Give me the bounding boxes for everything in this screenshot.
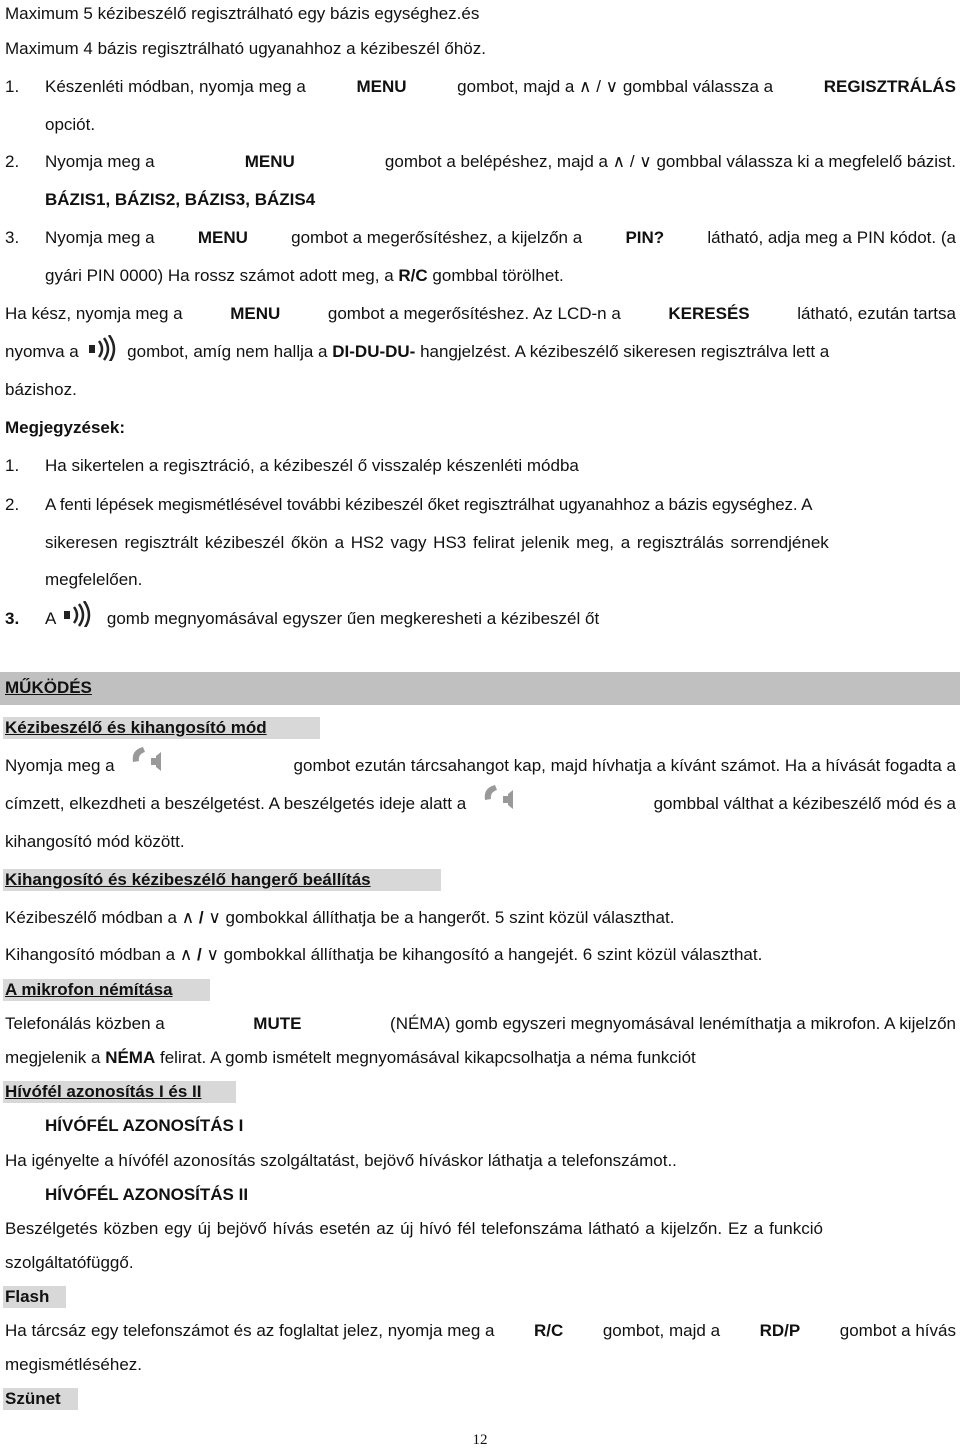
text: Kézibeszélő módban a ∧ (5, 908, 195, 927)
text: nyomva a (5, 342, 79, 361)
text-line: bázishoz. (5, 380, 77, 399)
mute-text: NÉMA (105, 1048, 156, 1067)
text-line: Maximum 4 bázis regisztrálható ugyanahhoz a kézibeszél őhöz. (5, 39, 486, 58)
paging-icon (87, 335, 121, 361)
step-1 (45, 76, 956, 98)
handset-speaker-icon (129, 744, 165, 774)
text: gombot, majd a (602, 1321, 721, 1340)
text: gombot a belépéshez, majd a ∧ / ∨ gombbal válassza ki a megfelelő bázist. (384, 152, 956, 171)
note-2-cont: megfelelően. (45, 570, 143, 589)
rc-key: R/C (398, 266, 428, 285)
mute-key: MUTE (253, 1014, 302, 1033)
note-number: 3. (5, 609, 20, 628)
subsection-title: A mikrofon némítása (5, 980, 173, 999)
text: Ha kész, nyomja meg a (5, 304, 183, 323)
note-3 (45, 608, 599, 630)
text: gombot a megerősítéshez. Az LCD-n a (327, 304, 621, 323)
text: / (197, 945, 202, 964)
rc-key: R/C (534, 1321, 564, 1340)
text-line: Maximum 5 kézibeszélő regisztrálható egy bázis egységhez.és (5, 4, 480, 23)
menu-key: MENU (244, 152, 295, 171)
menu-key: MENU (356, 77, 407, 96)
subsection-title: Kihangosító és kézibeszélő hangerő beállítás (5, 870, 371, 889)
text: gyári PIN 0000) Ha rossz számot adott meg, a (45, 266, 394, 285)
step-number: 1. (5, 77, 20, 96)
step-3 (45, 227, 956, 249)
menu-key: MENU (230, 304, 281, 323)
subsection-tag (3, 1388, 78, 1410)
text: Nyomja meg a (45, 228, 155, 247)
note-2: A fenti lépések megismétlésével további kézibeszél őket regisztrálhat ugyanahhoz a bázis egységhez. A (45, 495, 813, 514)
text: / (198, 908, 204, 927)
text: ∨ gombokkal állíthatja be a hangerőt. 5 szint közül választhat. (208, 908, 675, 927)
text-line (5, 944, 762, 966)
text: Kihangosító módban a ∧ (5, 945, 193, 964)
text: A (45, 609, 56, 628)
text: látható, adja meg a PIN kódot. (a (707, 228, 956, 247)
text-line (5, 1320, 956, 1342)
handset-speaker-icon (481, 782, 517, 812)
section-title: MŰKÖDÉS (5, 678, 92, 697)
notes-title: Megjegyzések: (5, 418, 125, 437)
text: gombot a hívás (839, 1321, 956, 1340)
text-line (5, 341, 829, 363)
step-number: 2. (5, 152, 20, 171)
text-line (5, 755, 956, 777)
section-header (0, 672, 960, 705)
text: gombot a megerősítéshez, a kijelzőn a (291, 228, 583, 247)
text-line: Ha igényelte a hívófél azonosítás szolgáltatást, bejövő híváskor láthatja a telefonszámot.. (5, 1151, 677, 1170)
page-number: 12 (472, 1432, 488, 1448)
registration-option: REGISZTRÁLÁS (823, 77, 956, 96)
text: felirat. A gomb ismételt megnyomásával kikapcsolhatja a néma funkciót (159, 1048, 696, 1067)
subsection-title: Szünet (5, 1389, 61, 1408)
text: megjelenik a (5, 1048, 101, 1067)
text: Nyomja meg a (5, 756, 115, 775)
text (5, 755, 165, 777)
menu-key: MENU (197, 228, 248, 247)
note-number: 1. (5, 456, 20, 475)
text: gombbal válthat a kézibeszélő mód és a (653, 794, 956, 813)
subsection-tag (3, 869, 441, 891)
text: gomb megnyomásával egyszer űen megkeresheti a kézibeszél őt (106, 609, 600, 628)
text: (NÉMA) gomb egyszeri megnyomásával lenémíthatja a mikrofon. A kijelzőn (390, 1014, 956, 1033)
text-line: kihangosító mód között. (5, 832, 185, 851)
text: hangjelzést. A kézibeszélő sikeresen regisztrálva lett a (420, 342, 830, 361)
text: gombot, majd a ∧ / ∨ gombbal válassza a (457, 77, 774, 96)
text: gombot ezután tárcsahangot kap, majd hívhatja a kívánt számot. Ha a hívását fogadta a (293, 756, 956, 775)
text (5, 793, 517, 815)
text-line: opciót. (45, 115, 96, 134)
text-line (5, 1047, 696, 1069)
rdp-key: RD/P (759, 1321, 801, 1340)
note-1: Ha sikertelen a regisztráció, a kézibeszél ő visszalép készenléti módba (45, 456, 579, 475)
text: gombot, amíg nem hallja a (127, 342, 328, 361)
search-text: KERESÉS (668, 304, 750, 323)
subsection-tag (3, 979, 210, 1001)
text: Készenléti módban, nyomja meg a (45, 77, 306, 96)
text: Ha tárcsáz egy telefonszámot és az foglaltat jelez, nyomja meg a (5, 1321, 495, 1340)
subsection-tag (3, 1081, 236, 1103)
tone-text: DI-DU-DU- (332, 342, 416, 361)
text: ∨ gombokkal állíthatja be kihangosító a hangejét. 6 szint közül választhat. (206, 945, 763, 964)
caller-id-heading: HÍVÓFÉL AZONOSÍTÁS II (45, 1185, 249, 1204)
base-list: BÁZIS1, BÁZIS2, BÁZIS3, BÁZIS4 (45, 190, 316, 209)
text: Nyomja meg a (45, 152, 155, 171)
text-line: szolgáltatófüggő. (5, 1253, 134, 1272)
subsection-tag (3, 717, 320, 739)
text-line (5, 793, 956, 815)
text: látható, ezután tartsa (797, 304, 956, 323)
note-2-cont: sikeresen regisztrált kézibeszél őkön a HS2 vagy HS3 felirat jelenik meg, a regisztrálás sorrendjének (45, 533, 829, 552)
text: Telefonálás közben a (5, 1014, 165, 1033)
text-line (5, 303, 956, 325)
text-line: Beszélgetés közben egy új bejövő hívás esetén az új hívó fél telefonszáma látható a kijelzőn. Ez a funkció (5, 1219, 823, 1238)
note-number: 2. (5, 495, 20, 514)
text-line: megismétléséhez. (5, 1355, 143, 1374)
text-line (5, 907, 674, 929)
pin-prompt: PIN? (625, 228, 665, 247)
paging-icon (62, 601, 96, 627)
subsection-title: Kézibeszélő és kihangosító mód (5, 718, 267, 737)
step-number: 3. (5, 228, 20, 247)
subsection-title: Flash (5, 1287, 50, 1306)
subsection-tag (3, 1286, 66, 1308)
subsection-title: Hívófél azonosítás I és II (5, 1082, 202, 1101)
text: gombbal törölhet. (432, 266, 564, 285)
text-line (5, 1013, 956, 1035)
text-line (45, 265, 564, 287)
step-2 (45, 151, 956, 173)
text: címzett, elkezdheti a beszélgetést. A beszélgetés ideje alatt a (5, 794, 467, 813)
caller-id-heading: HÍVÓFÉL AZONOSÍTÁS I (45, 1116, 244, 1135)
